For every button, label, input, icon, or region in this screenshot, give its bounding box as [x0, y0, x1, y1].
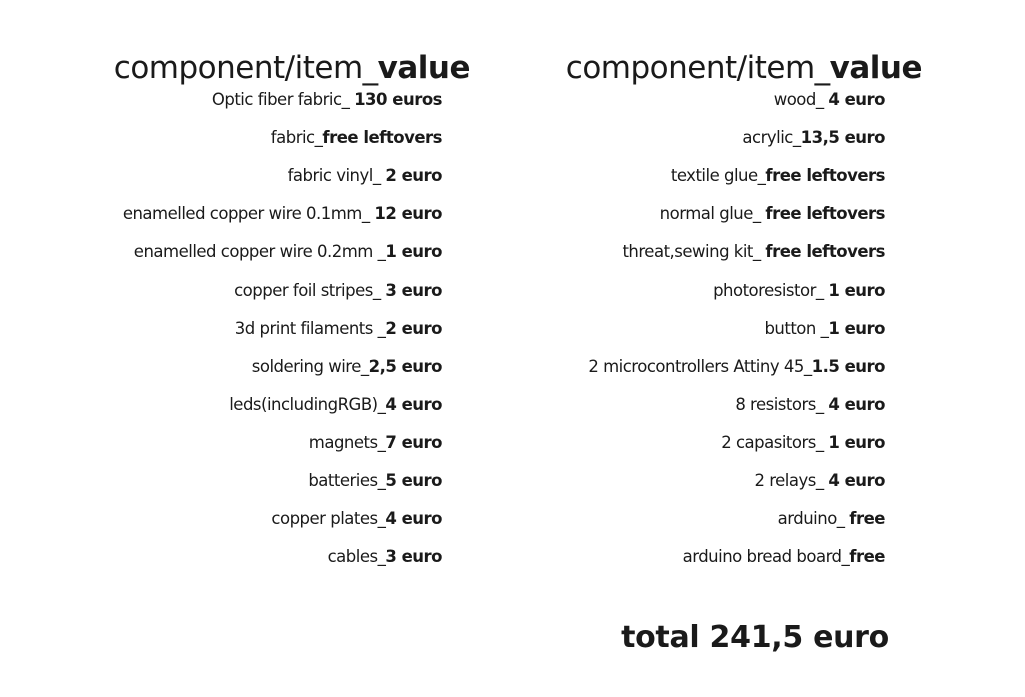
item-value: free leftovers	[765, 242, 885, 262]
right-cost-row	[778, 508, 885, 530]
item-name: normal glue_	[659, 204, 766, 224]
right-cost-row	[671, 165, 885, 187]
item-value: 1 euro	[828, 432, 885, 452]
item-value: 1 euro	[385, 242, 442, 262]
right-column-heading	[566, 48, 922, 88]
left-column-heading	[114, 48, 470, 88]
item-name: batteries_	[308, 471, 386, 490]
right-heading-item: component/item_	[565, 50, 830, 86]
item-name: fabric_	[270, 128, 323, 148]
right-cost-row	[754, 470, 885, 492]
left-cost-row	[328, 546, 442, 568]
left-cost-row	[123, 203, 442, 225]
item-name: cables_	[327, 547, 386, 567]
left-cost-row	[309, 432, 442, 454]
right-heading-value: value	[829, 50, 922, 86]
item-value: 130 euros	[354, 90, 442, 109]
item-value: 4 euro	[385, 509, 442, 529]
item-name: leds(includingRGB)_	[229, 394, 386, 414]
item-name: arduino bread board_	[682, 547, 850, 567]
left-cost-row	[229, 394, 442, 416]
item-value: 7 euro	[385, 432, 442, 452]
right-cost-row	[713, 280, 885, 302]
item-value: 4 euro	[828, 90, 885, 109]
right-cost-row	[683, 546, 885, 568]
total-cost: total 241,5 euro	[621, 620, 889, 655]
item-name: magnets_	[308, 432, 386, 452]
left-cost-row	[252, 356, 442, 378]
item-name: enamelled copper wire 0.1mm_	[122, 204, 375, 224]
right-cost-row	[721, 432, 885, 454]
left-cost-row	[212, 89, 442, 111]
item-value: 4 euro	[828, 471, 885, 490]
item-name: 8 resistors_	[735, 394, 829, 414]
item-name: acrylic_	[742, 128, 801, 148]
item-name: wood_	[773, 90, 829, 109]
left-cost-row	[134, 241, 442, 263]
left-cost-row	[271, 508, 442, 530]
right-cost-row	[622, 241, 885, 263]
item-value: 4 euro	[828, 394, 885, 414]
item-value: 2,5 euro	[368, 356, 442, 376]
right-cost-row	[774, 89, 885, 111]
item-value: 13,5 euro	[800, 128, 885, 148]
item-value: free leftovers	[322, 128, 442, 148]
item-value: 3 euro	[385, 280, 442, 300]
left-heading-value: value	[377, 50, 470, 86]
item-name: enamelled copper wire 0.2mm _	[133, 242, 386, 262]
right-cost-row	[742, 127, 885, 149]
item-value: free leftovers	[765, 204, 885, 224]
item-name: 3d print filaments _	[234, 318, 386, 338]
item-value: free leftovers	[765, 166, 885, 186]
item-value: free	[849, 547, 885, 567]
item-name: Optic fiber fabric_	[211, 90, 355, 109]
left-heading-item: component/item_	[113, 50, 378, 86]
left-cost-row	[234, 280, 442, 302]
right-cost-row	[588, 356, 885, 378]
left-cost-row	[235, 318, 442, 340]
right-cost-row	[764, 318, 885, 340]
item-value: 1 euro	[828, 280, 885, 300]
item-value: 2 euro	[385, 318, 442, 338]
item-name: copper plates_	[271, 509, 386, 529]
item-name: textile glue_	[670, 166, 766, 186]
item-name: 2 relays_	[754, 471, 829, 490]
item-name: 2 microcontrollers Attiny 45_	[588, 356, 812, 376]
item-value: 1 euro	[828, 318, 885, 338]
item-value: 12 euro	[374, 204, 442, 224]
left-cost-row	[288, 165, 442, 187]
item-name: arduino_	[777, 509, 850, 529]
item-name: soldering wire_	[251, 356, 369, 376]
item-value: 3 euro	[385, 547, 442, 567]
item-value: 5 euro	[385, 471, 442, 490]
item-name: copper foil stripes_	[234, 280, 386, 300]
right-cost-row	[660, 203, 885, 225]
left-cost-row	[308, 470, 442, 492]
item-value: 2 euro	[385, 166, 442, 186]
item-name: fabric vinyl_	[287, 166, 386, 186]
item-name: 2 capasitors_	[721, 432, 829, 452]
item-value: 4 euro	[385, 394, 442, 414]
item-name: threat,sewing kit_	[622, 242, 766, 262]
item-name: photoresistor_	[713, 280, 829, 300]
item-value: free	[849, 509, 885, 529]
left-cost-row	[271, 127, 442, 149]
item-value: 1.5 euro	[811, 356, 885, 376]
right-cost-row	[735, 394, 885, 416]
item-name: button _	[764, 318, 829, 338]
